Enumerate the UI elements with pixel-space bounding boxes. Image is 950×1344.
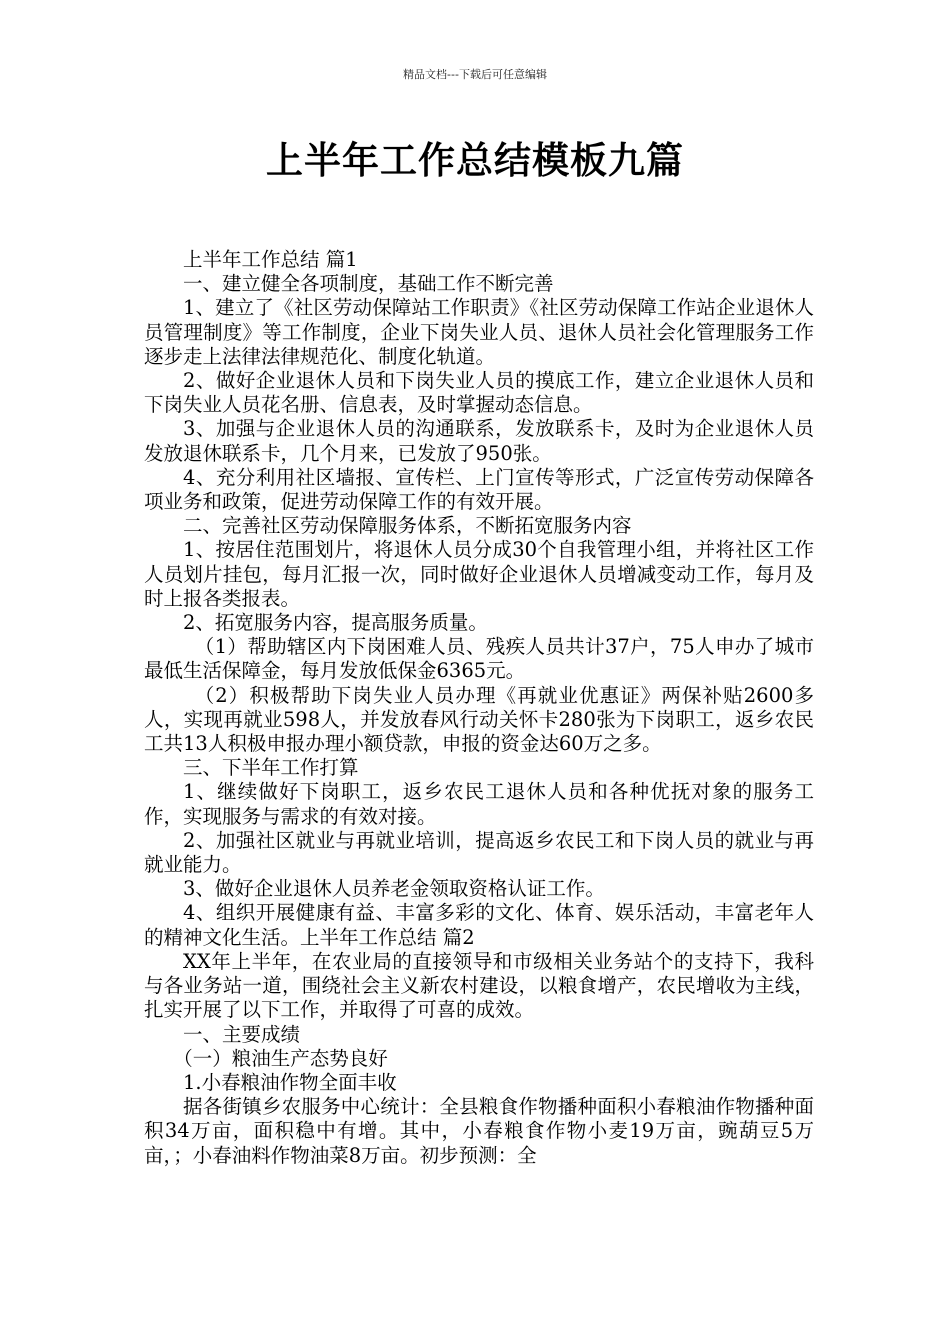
paragraph-section-heading: 上半年工作总结 篇1 bbox=[183, 248, 358, 271]
paragraph: 2、拓宽服务内容，提高服务质量。 bbox=[183, 611, 488, 635]
paragraph: 4、组织开展健康有益、丰富多彩的文化、体育、娱乐活动，丰富老年人的精神文化生活。上半年工作总结 篇2 bbox=[144, 901, 814, 949]
paragraph: 1、继续做好下岗职工，返乡农民工退休人员和各种优抚对象的服务工作，实现服务与需求的有效对接。 bbox=[144, 780, 814, 828]
paragraph: （2）积极帮助下岗失业人员办理《再就业优惠证》两保补贴2600多人，实现再就业598人，并发放春风行动关怀卡280张为下岗职工，返乡农民工共13人积极申报办理小额贷款，申报的资金达60万之多。 bbox=[144, 683, 814, 756]
document-body bbox=[144, 248, 814, 1168]
paragraph: 据各街镇乡农服务中心统计：全县粮食作物播种面积小春粮油作物播种面积34万亩，面积稳中有增。其中，小春粮食作物小麦19万亩，豌葫豆5万亩，；小春油料作物油菜8万亩。初步预测：全 bbox=[144, 1095, 814, 1167]
paragraph: 2、加强社区就业与再就业培训，提高返乡农民工和下岗人员的就业与再就业能力。 bbox=[144, 828, 814, 877]
paragraph: 1、建立了《社区劳动保障站工作职责》《社区劳动保障工作站企业退休人员管理制度》等工作制度，企业下岗失业人员、退休人员社会化管理服务工作逐步走上法律法律规范化、制度化轨道。 bbox=[144, 296, 814, 368]
paragraph: 4、充分利用社区墙报、宣传栏、上门宣传等形式，广泛宣传劳动保障各项业务和政策，促进劳动保障工作的有效开展。 bbox=[144, 465, 814, 514]
paragraph-heading: 二、完善社区劳动保障服务体系，不断拓宽服务内容 bbox=[183, 514, 632, 538]
paragraph: 3、加强与企业退休人员的沟通联系，发放联系卡，及时为企业退休人员发放退休联系卡，几个月来，已发放了950张。 bbox=[144, 417, 814, 465]
paragraph-heading: 一、主要成绩 bbox=[183, 1022, 301, 1046]
paragraph-heading: 1.小春粮油作物全面丰收 bbox=[183, 1070, 397, 1094]
paragraph: XX年上半年，在农业局的直接领导和市级相关业务站个的支持下，我科与各业务站一道，围绕社会主义新农村建设，以粮食增产，农民增收为主线，扎实开展了以下工作，并取得了可喜的成效。 bbox=[144, 949, 814, 1022]
paragraph: （1）帮助辖区内下岗困难人员、残疾人员共计37户，75人申办了城市最低生活保障金，每月发放低保金6365元。 bbox=[144, 635, 814, 683]
document-title: 上半年工作总结模板九篇 bbox=[266, 139, 684, 182]
header-note: 精品文档---下载后可任意编辑 bbox=[403, 68, 547, 81]
paragraph-heading: 三、下半年工作打算 bbox=[183, 756, 359, 780]
paragraph: 1、按居住范围划片，将退休人员分成30个自我管理小组，并将社区工作人员划片挂包，每月汇报一次，同时做好企业退休人员增减变动工作，每月及时上报各类报表。 bbox=[144, 538, 814, 610]
paragraph-heading: （一）粮油生产态势良好 bbox=[173, 1046, 388, 1070]
paragraph: 3、做好企业退休人员养老金领取资格认证工作。 bbox=[183, 877, 605, 901]
paragraph-heading: 一、建立健全各项制度，基础工作不断完善 bbox=[183, 272, 554, 296]
paragraph: 2、做好企业退休人员和下岗失业人员的摸底工作，建立企业退休人员和下岗失业人员花名册、信息表，及时掌握动态信息。 bbox=[144, 369, 814, 417]
